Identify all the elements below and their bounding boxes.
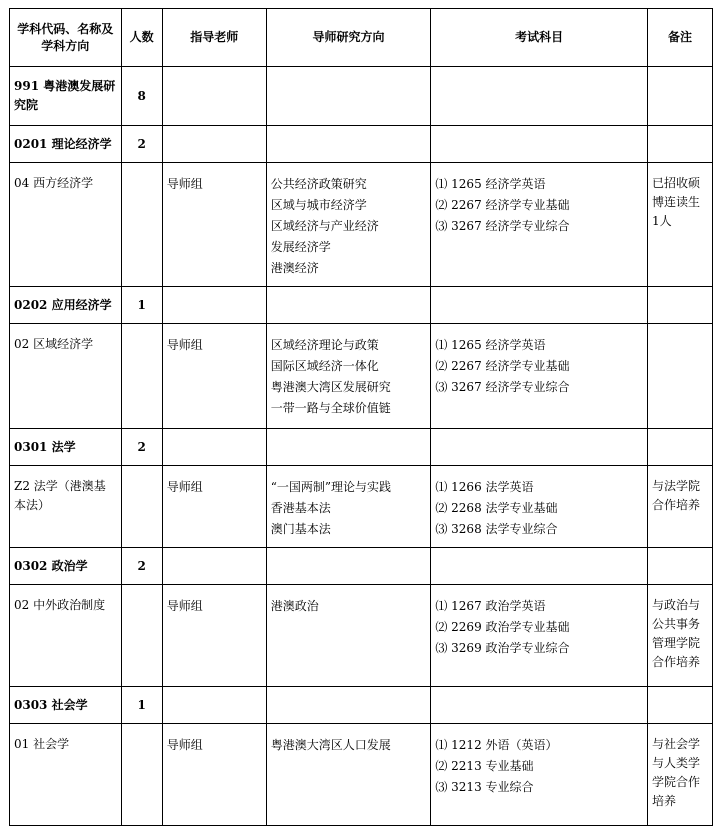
major-research (266, 585, 431, 687)
institute-name: 991 粤港澳发展研究院 (10, 67, 122, 126)
note-line: 与政治与 (651, 598, 700, 612)
major-count (121, 585, 162, 687)
empty-cell (431, 429, 648, 466)
discipline-name: 0301 法学 (10, 429, 122, 466)
admissions-table (9, 8, 713, 826)
header-note: 备注 (647, 9, 712, 67)
institute-row (10, 67, 713, 126)
note-line: 与法学院 (651, 479, 700, 493)
major-supervisor: 导师组 (162, 163, 266, 287)
note-line: 1人 (651, 214, 672, 228)
empty-cell (162, 429, 266, 466)
empty-cell (647, 687, 712, 724)
header-count: 人数 (121, 9, 162, 67)
empty-cell (647, 126, 712, 163)
note-line: 与社会学 (651, 737, 700, 751)
major-count (121, 163, 162, 287)
discipline-name: 0303 社会学 (10, 687, 122, 724)
note-line: 培养 (651, 794, 676, 808)
header-supervisor: 指导老师 (162, 9, 266, 67)
major-exams (431, 163, 648, 287)
header-exam: 考试科目 (431, 9, 648, 67)
exam-subject: ⑴ 1266 法学英语 (435, 480, 534, 494)
research-direction: “一国两制”理论与实践 (270, 480, 391, 494)
note-line: 合作培养 (651, 655, 700, 669)
empty-cell (266, 548, 431, 585)
major-row (10, 163, 713, 287)
discipline-count: 2 (121, 429, 162, 466)
major-note (647, 324, 712, 429)
major-count (121, 466, 162, 548)
major-supervisor: 导师组 (162, 724, 266, 826)
exam-subject: ⑵ 2267 经济学专业基础 (435, 359, 570, 373)
major-note (647, 466, 712, 548)
empty-cell (162, 687, 266, 724)
major-note (647, 163, 712, 287)
major-name: 02 中外政治制度 (10, 585, 122, 687)
major-name: 02 区域经济学 (10, 324, 122, 429)
empty-cell (266, 429, 431, 466)
research-direction: 区域经济与产业经济 (270, 219, 379, 233)
exam-subject: ⑵ 2268 法学专业基础 (435, 501, 558, 515)
major-name: 01 社会学 (10, 724, 122, 826)
major-count (121, 724, 162, 826)
discipline-row (10, 287, 713, 324)
exam-subject: ⑴ 1265 经济学英语 (435, 338, 546, 352)
discipline-name: 0201 理论经济学 (10, 126, 122, 163)
major-research (266, 724, 431, 826)
exam-subject: ⑵ 2269 政治学专业基础 (435, 620, 570, 634)
exam-subject: ⑶ 3213 专业综合 (435, 780, 534, 794)
research-direction: 港澳政治 (270, 599, 319, 613)
empty-cell (266, 126, 431, 163)
major-count (121, 324, 162, 429)
empty-cell (162, 287, 266, 324)
empty-cell (266, 687, 431, 724)
major-name: Z2 法学（港澳基本法） (10, 466, 122, 548)
discipline-row (10, 126, 713, 163)
note-line: 管理学院 (651, 636, 700, 650)
empty-cell (266, 287, 431, 324)
research-direction: 国际区域经济一体化 (270, 359, 379, 373)
empty-cell (431, 287, 648, 324)
note-line: 合作培养 (651, 498, 700, 512)
major-research (266, 324, 431, 429)
major-row (10, 724, 713, 826)
major-supervisor: 导师组 (162, 466, 266, 548)
discipline-count: 1 (121, 687, 162, 724)
major-exams (431, 585, 648, 687)
header-row (10, 9, 713, 67)
discipline-rows (10, 126, 713, 826)
major-note (647, 585, 712, 687)
note-line: 学院合作 (651, 775, 700, 789)
research-direction: 区域经济理论与政策 (270, 338, 379, 352)
discipline-name: 0302 政治学 (10, 548, 122, 585)
exam-subject: ⑴ 1212 外语（英语） (435, 738, 558, 752)
empty-cell (647, 287, 712, 324)
research-direction: 公共经济政策研究 (270, 177, 367, 191)
empty-cell (431, 687, 648, 724)
note-line: 已招收硕 (651, 176, 700, 190)
discipline-row (10, 548, 713, 585)
major-supervisor: 导师组 (162, 324, 266, 429)
header-research: 导师研究方向 (266, 9, 431, 67)
empty-cell (647, 429, 712, 466)
research-direction: 港澳经济 (270, 261, 319, 275)
note-line: 博连读生 (651, 195, 700, 209)
exam-subject: ⑶ 3269 政治学专业综合 (435, 641, 570, 655)
exam-subject: ⑶ 3267 经济学专业综合 (435, 219, 570, 233)
empty-cell (431, 126, 648, 163)
exam-subject: ⑶ 3267 经济学专业综合 (435, 380, 570, 394)
major-note (647, 724, 712, 826)
major-row (10, 324, 713, 429)
major-row (10, 585, 713, 687)
major-research (266, 466, 431, 548)
empty-cell (647, 548, 712, 585)
major-row (10, 466, 713, 548)
empty-cell (431, 548, 648, 585)
research-direction: 发展经济学 (270, 240, 331, 254)
header-discipline: 学科代码、名称及学科方向 (10, 9, 122, 67)
exam-subject: ⑵ 2213 专业基础 (435, 759, 534, 773)
research-direction: 一带一路与全球价值链 (270, 401, 391, 415)
empty-cell (162, 126, 266, 163)
research-direction: 粤港澳大湾区发展研究 (270, 380, 391, 394)
discipline-count: 2 (121, 126, 162, 163)
institute-count: 8 (121, 67, 162, 126)
exam-subject: ⑵ 2267 经济学专业基础 (435, 198, 570, 212)
major-exams (431, 466, 648, 548)
note-line: 与人类学 (651, 756, 700, 770)
major-supervisor: 导师组 (162, 585, 266, 687)
exam-subject: ⑴ 1265 经济学英语 (435, 177, 546, 191)
exam-subject: ⑶ 3268 法学专业综合 (435, 522, 558, 536)
discipline-name: 0202 应用经济学 (10, 287, 122, 324)
research-direction: 澳门基本法 (270, 522, 331, 536)
research-direction: 香港基本法 (270, 501, 331, 515)
empty-cell (162, 548, 266, 585)
discipline-count: 2 (121, 548, 162, 585)
major-exams (431, 324, 648, 429)
major-exams (431, 724, 648, 826)
note-line: 公共事务 (651, 617, 700, 631)
major-research (266, 163, 431, 287)
discipline-row (10, 687, 713, 724)
research-direction: 区域与城市经济学 (270, 198, 367, 212)
research-direction: 粤港澳大湾区人口发展 (270, 738, 391, 752)
discipline-row (10, 429, 713, 466)
major-name: 04 西方经济学 (10, 163, 122, 287)
exam-subject: ⑴ 1267 政治学英语 (435, 599, 546, 613)
discipline-count: 1 (121, 287, 162, 324)
